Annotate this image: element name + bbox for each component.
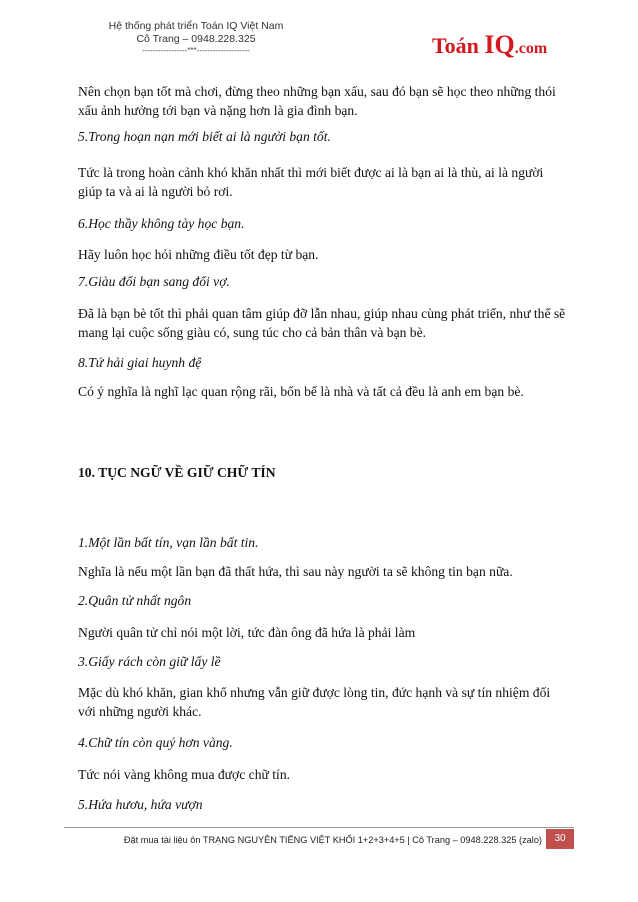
saying-6: 6.Học thầy không tày học bạn. <box>78 216 245 231</box>
logo-part-2: IQ <box>484 30 515 59</box>
logo-part-1: Toán <box>432 33 485 58</box>
saying-tin-2: 2.Quân tử nhất ngôn <box>78 593 192 608</box>
paragraph-intro: Nên chọn bạn tốt mà chơi, đừng theo những bạn xấu, sau đó bạn sẽ học theo những thói xấu ảnh hưởng tới bạn và nặng hơn là gia đình bạn. <box>78 84 556 118</box>
saying-tin-1: 1.Một lần bất tín, vạn lần bất tin. <box>78 535 259 550</box>
saying-tin-3: 3.Giấy rách còn giữ lấy lề <box>78 654 221 669</box>
footer-text: Đặt mua tài liệu ôn TRẠNG NGUYÊN TIẾNG VIỆT KHỐI 1+2+3+4+5 | Cô Trang – 0948.228.325 (zalo) <box>123 835 542 845</box>
saying-7: 7.Giàu đổi bạn sang đổi vợ. <box>78 274 230 289</box>
header-line-1: Hệ thống phát triển Toán IQ Việt Nam <box>108 20 284 32</box>
toan-iq-logo <box>432 30 547 60</box>
explanation-tin-1: Nghĩa là nếu một lần bạn đã thất hứa, thì sau này người ta sẽ không tin bạn nữa. <box>78 564 513 579</box>
saying-tin-5: 5.Hứa hươu, hứa vượn <box>78 797 203 812</box>
saying-8: 8.Tứ hải giai huynh đệ <box>78 355 202 370</box>
saying-5: 5.Trong hoạn nạn mới biết ai là người bạn tốt. <box>78 129 331 144</box>
footer-divider <box>64 827 574 828</box>
explanation-7: Đã là bạn bè tốt thì phải quan tâm giúp đỡ lẫn nhau, giúp nhau cùng phát triển, như thế sẽ mang lại cuộc sống giàu có, sung túc cho cả bản thân và bạn bè. <box>78 306 566 340</box>
explanation-tin-2: Người quân tử chỉ nói một lời, tức đàn ông đã hứa là phải làm <box>78 625 416 640</box>
explanation-tin-4: Tức nói vàng không mua được chữ tín. <box>78 767 291 782</box>
section-heading: 10. TỤC NGỮ VỀ GIỮ CHỮ TÍN <box>78 465 276 480</box>
logo-part-3: .com <box>514 40 548 57</box>
saying-tin-4: 4.Chữ tín còn quý hơn vàng. <box>78 735 233 750</box>
page-number: 30 <box>546 829 574 849</box>
explanation-tin-3: Mặc dù khó khăn, gian khổ nhưng vẫn giữ được lòng tin, đức hạnh và sự tín nhiệm đối với những người khác. <box>78 685 551 719</box>
header-info <box>86 20 306 56</box>
header-line-2: Cô Trang – 0948.228.325 <box>136 33 256 45</box>
explanation-6: Hãy luôn học hỏi những điều tốt đẹp từ bạn. <box>78 247 319 262</box>
explanation-5: Tức là trong hoàn cảnh khó khăn nhất thì mới biết được ai là bạn ai là thù, ai là người giúp ta và ai là người bỏ rơi. <box>78 165 544 199</box>
explanation-8: Có ý nghĩa là nghĩ lạc quan rộng rãi, bốn bể là nhà và tất cả đều là anh em bạn bè. <box>78 384 524 399</box>
header-separator: -----------------***-------------------- <box>142 46 250 55</box>
